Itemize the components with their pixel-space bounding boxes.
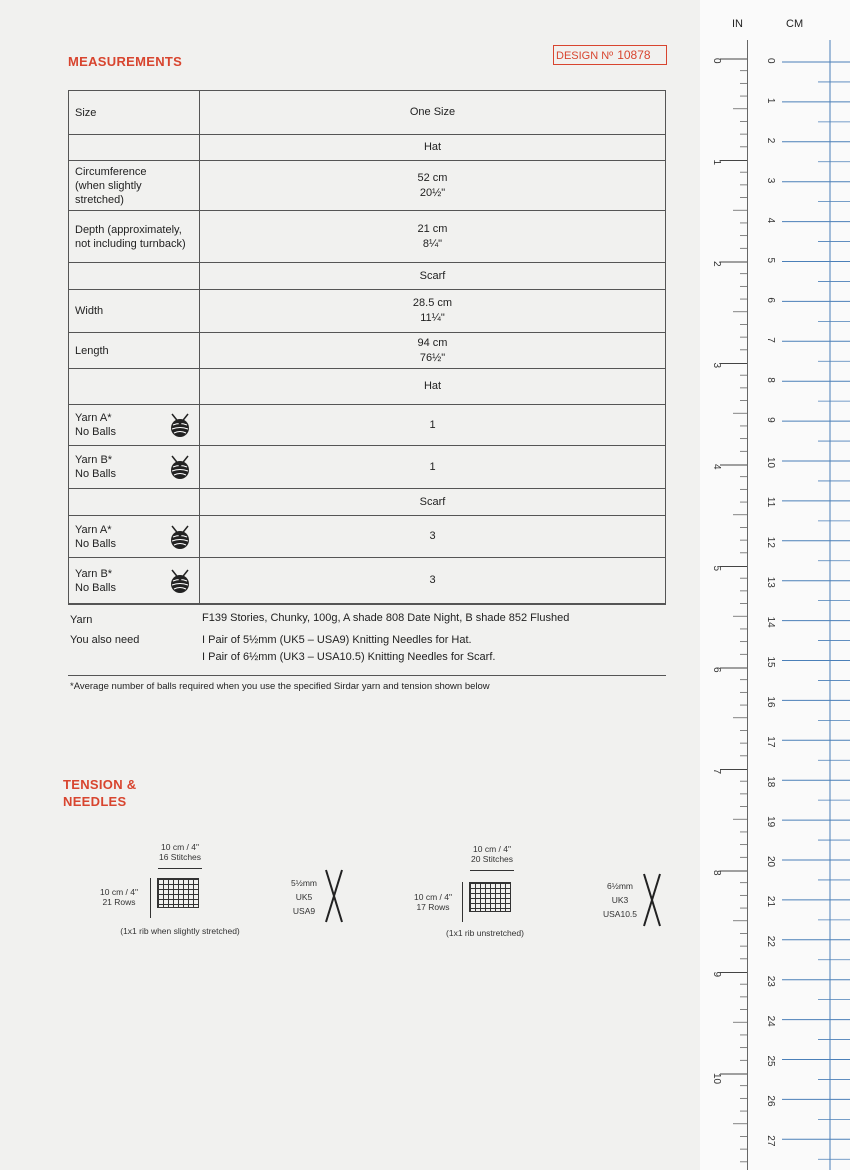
length-label: Length: [69, 333, 200, 369]
left-top-1: 10 cm / 4": [161, 842, 199, 852]
ruler-cm-label: 25: [765, 1055, 776, 1067]
ruler-inch-label: 4: [711, 464, 722, 470]
ruler-ticks: [700, 0, 850, 1170]
right-needle-3: USA10.5: [602, 909, 638, 919]
ruler-cm-label: 11: [765, 496, 776, 508]
scarf-yarn-a-sub: No Balls: [75, 537, 116, 550]
left-tension-side: [90, 887, 148, 907]
size-label-cell: [69, 91, 200, 135]
design-number-box: [553, 45, 667, 65]
depth-value: [200, 211, 666, 263]
left-width-arrow: [158, 868, 202, 871]
right-tension-grid: [469, 882, 511, 912]
hat-yarn-a-sub: No Balls: [75, 426, 116, 438]
ruler-cm-label: 17: [765, 736, 776, 748]
ruler-cm-label: 22: [765, 935, 776, 947]
needles-icon: [322, 868, 346, 924]
section-scarf-yarn: Scarf: [200, 489, 666, 516]
depth-label: Depth (approximately, not including turnback): [69, 211, 200, 263]
ruler-cm-label: 24: [765, 1015, 776, 1027]
tension-heading: [63, 776, 136, 810]
ruler-cm-label: 23: [765, 975, 776, 987]
depth-cm: 21 cm: [417, 222, 448, 235]
size-label: Size: [75, 106, 97, 119]
ruler-inch-label: 3: [711, 362, 722, 369]
ruler-cm-label: 3: [765, 177, 776, 184]
ruler-cm-label: 1: [765, 97, 776, 104]
ruler-cm-label: 5: [765, 257, 776, 264]
needles-icon: [640, 872, 664, 928]
hat-yarn-a-value: 1: [200, 405, 666, 446]
ruler-cm-label: 18: [765, 776, 776, 788]
section-scarf: Scarf: [200, 263, 666, 290]
ruler-cm-label: 20: [765, 856, 776, 868]
ruler-cm-label: 27: [765, 1135, 776, 1147]
ruler-cm-label: 4: [765, 217, 776, 224]
circumference-value: [200, 161, 666, 211]
design-number: 10878: [617, 48, 651, 62]
hat-yarn-a-label: Yarn A*: [75, 412, 112, 424]
ruler-cm-label: 15: [765, 656, 776, 668]
ruler-cm-label: 13: [765, 576, 776, 588]
section-hat: Hat: [200, 135, 666, 161]
right-tension-top: [452, 844, 532, 864]
left-side-2: 21 Rows: [102, 897, 136, 907]
ruler-cm-label: 7: [765, 337, 776, 343]
scarf-yarn-b-sub: No Balls: [75, 581, 116, 594]
length-cm: 94 cm: [417, 336, 448, 349]
also-need-line-2: I Pair of 6½mm (UK3 – USA10.5) Knitting Needles for Scarf.: [202, 651, 496, 663]
ruler-inch-label: 1: [711, 159, 722, 166]
ruler-cm-label: 19: [765, 816, 776, 828]
measurements-heading: MEASUREMENTS: [68, 54, 183, 69]
scarf-yarn-a-value: 3: [200, 516, 666, 558]
ruler-in-label: IN: [732, 18, 743, 30]
left-needle-3: USA9: [292, 906, 316, 916]
footnote: *Average number of balls required when you use the specified Sirdar yarn and tension shown below: [70, 681, 490, 692]
left-caption: (1x1 rib when slightly stretched): [120, 926, 240, 936]
ruler-inch-label: 2: [711, 261, 722, 267]
hat-yarn-b-value: 1: [200, 446, 666, 489]
section-hat-yarn: Hat: [200, 369, 666, 405]
scarf-yarn-a-label: Yarn A*: [75, 523, 112, 536]
ruler-cm-label: 9: [765, 417, 776, 423]
ruler-inch-label: 5: [711, 565, 722, 572]
scarf-yarn-b-label: Yarn B*: [75, 567, 113, 580]
ruler-cm-label: 6: [765, 297, 776, 303]
ruler-inch-label: 10: [711, 1073, 722, 1085]
tension-title-2: NEEDLES: [63, 794, 127, 809]
yarn-value: F139 Stories, Chunky, 100g, A shade 808 Date Night, B shade 852 Flushed: [202, 612, 570, 624]
left-top-2: 16 Stitches: [158, 852, 202, 862]
yarn-info-block: [68, 604, 666, 676]
ruler-cm-label: 21: [765, 895, 776, 908]
ruler-cm-label: 12: [765, 536, 776, 548]
ruler-cm-label: 8: [765, 377, 776, 383]
ruler-inch-label: 7: [711, 768, 722, 775]
width-value: [200, 290, 666, 333]
yarn-ball-icon: [167, 568, 193, 594]
length-in: 76½": [419, 351, 446, 364]
left-needle-2: UK5: [295, 892, 313, 902]
yarn-ball-icon: [167, 412, 193, 438]
ruler-cm-label: 14: [765, 616, 776, 628]
circumference-cm: 52 cm: [417, 171, 448, 184]
circumference-label: Circumference (when slightly stretched): [69, 161, 200, 211]
ruler-cm-label: 2: [765, 137, 776, 144]
right-tension-side: [404, 892, 462, 912]
left-needle-sizes: [284, 876, 324, 918]
right-needle-1: 6½mm: [607, 881, 633, 891]
right-needle-2: UK3: [611, 895, 629, 905]
right-width-arrow: [470, 870, 514, 873]
ruler: [700, 0, 850, 1170]
circumference-in: 20½": [419, 186, 446, 199]
right-side-2: 17 Rows: [416, 902, 450, 912]
also-need-line-1: I Pair of 5½mm (UK5 – USA9) Knitting Needles for Hat.: [202, 634, 472, 646]
left-height-arrow: [150, 878, 151, 918]
depth-in: 8¼": [422, 237, 443, 250]
left-needle-1: 5½mm: [291, 878, 317, 888]
width-label: Width: [69, 290, 200, 333]
left-tension-grid: [157, 878, 199, 908]
also-need-label: You also need: [70, 634, 140, 646]
tension-title-1: TENSION &: [63, 777, 137, 792]
ruler-cm-label: 26: [765, 1095, 776, 1107]
ruler-inch-label: 8: [711, 870, 722, 876]
right-height-arrow: [462, 882, 463, 922]
ruler-inch-label: 6: [711, 667, 722, 673]
design-label: DESIGN Nº: [556, 50, 614, 62]
width-cm: 28.5 cm: [412, 297, 453, 309]
ruler-cm-label: 10: [765, 457, 776, 469]
right-side-1: 10 cm / 4": [414, 892, 452, 902]
size-value: One Size: [200, 91, 666, 135]
hat-yarn-b-sub: No Balls: [75, 468, 116, 480]
ruler-cm-label: CM: [786, 18, 804, 30]
width-in: 11¼": [420, 312, 445, 324]
measurements-table: [68, 90, 666, 604]
yarn-ball-icon: [167, 454, 193, 480]
hat-yarn-b-label: Yarn B*: [75, 454, 113, 466]
ruler-cm-label: 16: [765, 696, 776, 708]
scarf-yarn-b-value: 3: [200, 558, 666, 604]
length-value: [200, 333, 666, 369]
left-tension-top: [140, 842, 220, 862]
yarn-label: Yarn: [70, 614, 93, 626]
ruler-inch-label: 0: [711, 58, 722, 64]
yarn-ball-icon: [167, 524, 193, 550]
left-side-1: 10 cm / 4": [100, 887, 138, 897]
right-top-2: 20 Stitches: [470, 854, 514, 864]
right-needle-sizes: [598, 879, 642, 921]
right-top-1: 10 cm / 4": [473, 844, 511, 854]
right-caption: (1x1 rib unstretched): [446, 928, 524, 938]
ruler-inch-label: 9: [711, 971, 722, 978]
ruler-cm-label: 0: [765, 58, 776, 64]
